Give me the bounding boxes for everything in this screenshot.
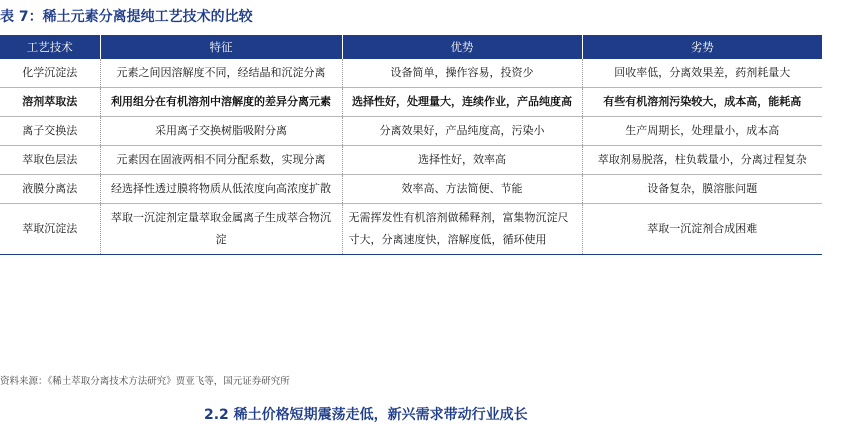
table-row xyxy=(0,204,822,255)
cell-tech: 萃取沉淀法 xyxy=(0,204,100,255)
table-row xyxy=(0,117,822,146)
cell-disadvantage: 生产周期长，处理量小，成本高 xyxy=(582,117,822,146)
cell-feature: 元素因在固液两相不同分配系数，实现分离 xyxy=(100,146,342,175)
cell-advantage: 设备简单，操作容易，投资少 xyxy=(342,59,582,88)
header-feature: 特征 xyxy=(100,35,342,59)
cell-disadvantage: 萃取一沉淀剂合成困难 xyxy=(582,204,822,255)
cell-advantage: 分离效果好，产品纯度高，污染小 xyxy=(342,117,582,146)
header-tech: 工艺技术 xyxy=(0,35,100,59)
table-header-row xyxy=(0,35,822,59)
section-heading: 2.2 稀土价格短期震荡走低，新兴需求带动行业成长 xyxy=(204,407,528,423)
cell-feature: 采用离子交换树脂吸附分离 xyxy=(100,117,342,146)
cell-feature: 元素之间因溶解度不同，经结晶和沉淀分离 xyxy=(100,59,342,88)
table-row xyxy=(0,175,822,204)
table-row xyxy=(0,146,822,175)
table-row xyxy=(0,59,822,88)
cell-tech: 液膜分离法 xyxy=(0,175,100,204)
header-disadvantage: 劣势 xyxy=(582,35,822,59)
cell-disadvantage: 有些有机溶剂污染较大，成本高，能耗高 xyxy=(582,88,822,117)
comparison-table xyxy=(0,35,822,255)
cell-disadvantage: 回收率低，分离效果差，药剂耗量大 xyxy=(582,59,822,88)
table-title: 表 7：稀土元素分离提纯工艺技术的比较 xyxy=(0,9,253,25)
cell-tech: 离子交换法 xyxy=(0,117,100,146)
cell-tech: 萃取色层法 xyxy=(0,146,100,175)
cell-advantage: 效率高、方法简便、节能 xyxy=(342,175,582,204)
cell-feature: 萃取一沉淀剂定量萃取金属离子生成萃合物沉淀 xyxy=(100,204,342,255)
cell-tech: 溶剂萃取法 xyxy=(0,88,100,117)
header-advantage: 优势 xyxy=(342,35,582,59)
cell-feature: 利用组分在有机溶剂中溶解度的差异分离元素 xyxy=(100,88,342,117)
cell-tech: 化学沉淀法 xyxy=(0,59,100,88)
source-note: 资料来源：《稀土萃取分离技术方法研究》贾亚飞等，国元证券研究所 xyxy=(0,376,290,387)
cell-advantage: 选择性好，处理量大，连续作业，产品纯度高 xyxy=(342,88,582,117)
cell-feature: 经选择性透过膜将物质从低浓度向高浓度扩散 xyxy=(100,175,342,204)
cell-disadvantage: 设备复杂，膜溶胀问题 xyxy=(582,175,822,204)
cell-advantage: 无需挥发性有机溶剂做稀释剂，富集物沉淀尺寸大，分离速度快，溶解度低，循环使用 xyxy=(342,204,582,255)
table-row xyxy=(0,88,822,117)
cell-advantage: 选择性好，效率高 xyxy=(342,146,582,175)
cell-disadvantage: 萃取剂易脱落，柱负载量小，分离过程复杂 xyxy=(582,146,822,175)
